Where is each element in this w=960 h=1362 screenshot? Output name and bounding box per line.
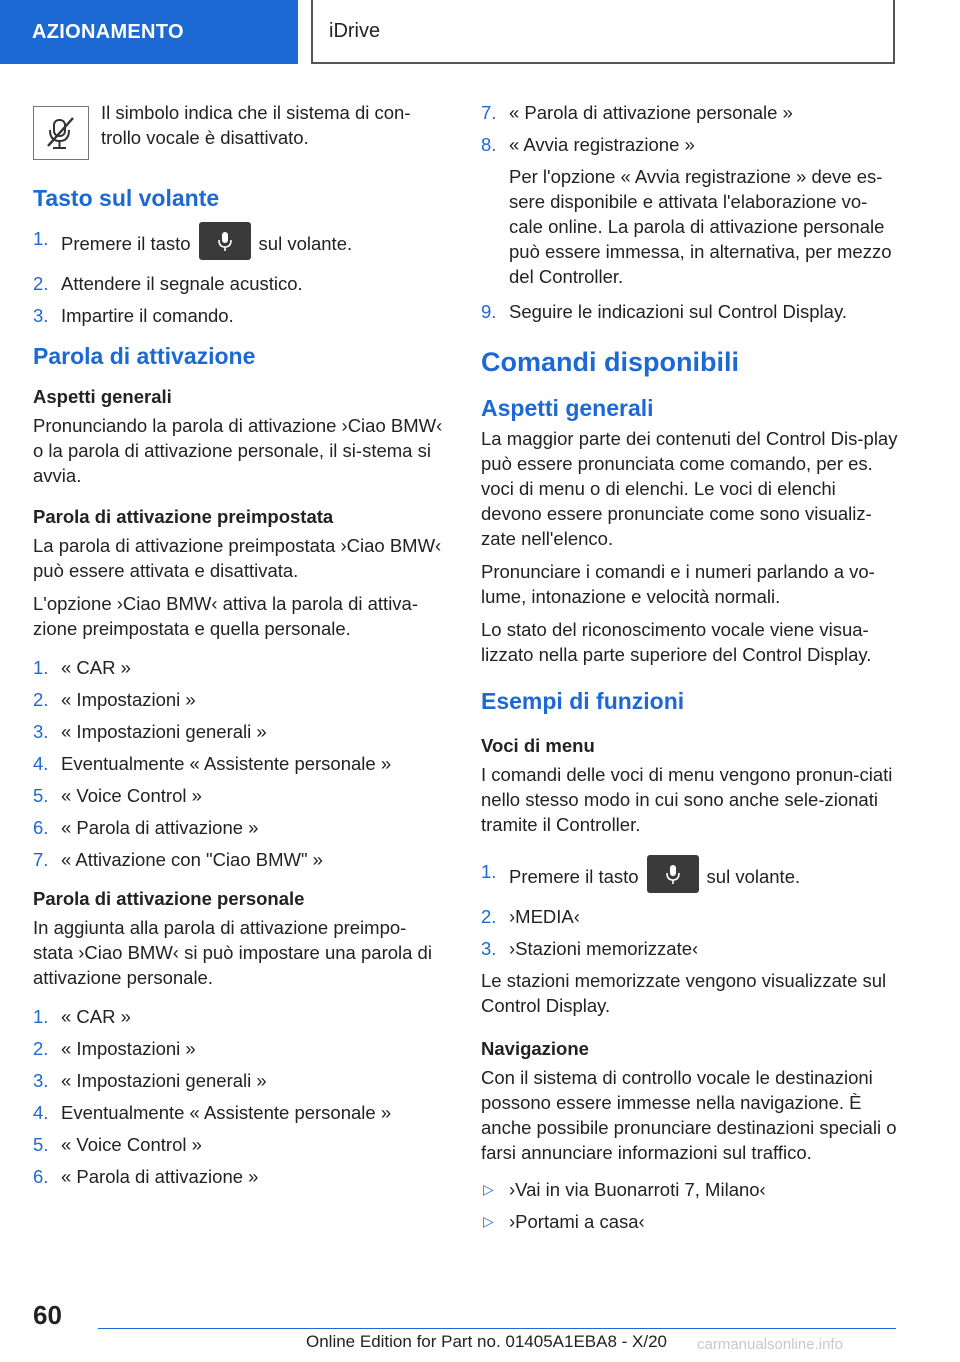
list-item — [481, 859, 901, 897]
step-text: Impartire il comando. — [61, 305, 234, 326]
step-text: Seguire le indicazioni sul Control Display. — [509, 301, 847, 322]
step-text: ›Stazioni memorizzate‹ — [509, 938, 699, 959]
step-number: 4. — [33, 753, 49, 774]
paragraph: L'opzione ›Ciao BMW‹ attiva la parola di attiva-zione preimpostata e quella personale. — [33, 593, 419, 639]
step-text: sul volante. — [258, 232, 353, 254]
triangle-bullet-icon: ▷ — [483, 1181, 494, 1197]
step-number: 2. — [33, 689, 49, 710]
step-text: sul volante. — [706, 865, 801, 887]
footer-edition: Online Edition for Part no. 01405A1EBA8 - X/20 — [306, 1332, 668, 1351]
heading-tasto-volante: Tasto sul volante — [33, 185, 220, 211]
list-item — [481, 100, 901, 125]
note-text: Il simbolo indica che il sistema di con-trollo vocale è disattivato. — [101, 102, 411, 148]
voice-disabled-note — [33, 100, 443, 160]
step-number: 6. — [33, 1166, 49, 1187]
step-number: 1. — [33, 228, 49, 249]
list-item — [33, 1004, 443, 1029]
personale-steps — [33, 1004, 443, 1189]
step-text: Eventualmente « Assistente personale » — [61, 753, 392, 774]
heading-comandi-disponibili: Comandi disponibili — [481, 347, 739, 377]
step-text: « Impostazioni generali » — [61, 1070, 267, 1091]
paragraph: Pronunciando la parola di attivazione ›Ciao BMW‹ o la parola di attivazione personale, il si-stema si avvia. — [33, 415, 443, 486]
step-text: « Parola di attivazione » — [61, 1166, 259, 1187]
paragraph: La maggior parte dei contenuti del Control Dis-play può essere pronunciata come comando, per es. voci di menu o di elenchi. Le voci di elenchi devono essere pronunciate come sono visualiz-zate nell'elenco. — [481, 428, 898, 549]
list-item — [33, 1036, 443, 1061]
section-tab: AZIONAMENTO — [0, 0, 298, 64]
paragraph: I comandi delle voci di menu vengono pronun-ciati nello stesso modo in cui sono anche sele-zionati tramite il Controller. — [481, 764, 893, 835]
step-text: « Attivazione con "Ciao BMW" » — [61, 849, 323, 870]
step-number: 5. — [33, 785, 49, 806]
list-item — [481, 904, 901, 929]
subheading-personale: Parola di attivazione personale — [33, 888, 305, 909]
list-item — [33, 751, 443, 776]
step-text: « Impostazioni generali » — [61, 721, 267, 742]
step-number: 2. — [33, 273, 49, 294]
subheading-voci-menu: Voci di menu — [481, 735, 595, 756]
voice-button-icon — [199, 222, 251, 260]
step-text: « Impostazioni » — [61, 689, 196, 710]
subheading-aspetti: Aspetti generali — [33, 386, 172, 407]
list-item — [33, 687, 443, 712]
footer-divider — [98, 1328, 896, 1329]
list-item — [33, 815, 443, 840]
tasto-steps — [33, 226, 443, 328]
step-text: « CAR » — [61, 1006, 131, 1027]
step-number: 1. — [481, 861, 497, 882]
step-number: 2. — [481, 906, 497, 927]
step-text: « Parola di attivazione » — [61, 817, 259, 838]
preimpostata-steps — [33, 655, 443, 872]
list-item — [33, 655, 443, 680]
step-number: 5. — [33, 1134, 49, 1155]
list-item — [481, 132, 901, 157]
list-item — [33, 271, 443, 296]
step-text: Premere il tasto — [61, 232, 191, 254]
list-item — [33, 303, 443, 328]
paragraph: Per l'opzione « Avvia registrazione » deve es-sere disponibile e attivata l'elaborazione vo-cale online. La parola di attivazione personale può essere immessa, in alternativa, per mezzo del Controller. — [509, 166, 892, 287]
heading-parola-attivazione: Parola di attivazione — [33, 343, 256, 369]
step-number: 6. — [33, 817, 49, 838]
voci-steps — [481, 859, 901, 961]
navigazione-examples — [481, 1177, 901, 1234]
list-item — [33, 847, 443, 872]
step-number: 4. — [33, 1102, 49, 1123]
subheading-navigazione: Navigazione — [481, 1038, 589, 1059]
page-number: 60 — [33, 1300, 62, 1330]
paragraph: Lo stato del riconoscimento vocale viene visua-lizzato nella parte superiore del Control Display. — [481, 619, 872, 665]
paragraph: Pronunciare i comandi e i numeri parlando a vo-lume, intonazione e velocità normali. — [481, 561, 875, 607]
voice-control-disabled-icon — [33, 106, 89, 160]
item-text: ›Portami a casa‹ — [509, 1211, 645, 1232]
list-item — [481, 936, 901, 961]
heading-esempi-funzioni: Esempi di funzioni — [481, 688, 685, 714]
list-item — [481, 1209, 901, 1234]
step-number: 3. — [33, 721, 49, 742]
step-text: « Avvia registrazione » — [509, 134, 695, 155]
step-text: « CAR » — [61, 657, 131, 678]
step-number: 8. — [481, 134, 497, 155]
left-column — [33, 100, 443, 1203]
step-number: 9. — [481, 301, 497, 322]
step-text: « Voice Control » — [61, 1134, 202, 1155]
list-item — [33, 1100, 443, 1125]
step-text: Eventualmente « Assistente personale » — [61, 1102, 392, 1123]
list-item — [33, 1164, 443, 1189]
step-number: 3. — [481, 938, 497, 959]
list-item — [33, 719, 443, 744]
personale-steps-continued — [481, 100, 901, 157]
item-text: ›Vai in via Buonarroti 7, Milano‹ — [509, 1179, 766, 1200]
step-number: 3. — [33, 305, 49, 326]
heading-aspetti-generali: Aspetti generali — [481, 395, 654, 421]
step-text: Premere il tasto — [509, 865, 639, 887]
paragraph: Le stazioni memorizzate vengono visualizzate sul Control Display. — [481, 970, 887, 1016]
paragraph: La parola di attivazione preimpostata ›Ciao BMW‹ può essere attivata e disattivata. — [33, 535, 442, 581]
step-number: 7. — [481, 102, 497, 123]
step-number: 2. — [33, 1038, 49, 1059]
step-text: « Voice Control » — [61, 785, 202, 806]
step-text: « Impostazioni » — [61, 1038, 196, 1059]
step-text: Attendere il segnale acustico. — [61, 273, 303, 294]
watermark: carmanualsonline.info — [697, 1336, 843, 1353]
triangle-bullet-icon: ▷ — [483, 1213, 494, 1229]
step-text: « Parola di attivazione personale » — [509, 102, 793, 123]
voice-button-icon — [647, 855, 699, 893]
list-item — [33, 226, 443, 264]
chapter-header: iDrive — [311, 0, 895, 64]
step-number: 7. — [33, 849, 49, 870]
step-number: 1. — [33, 657, 49, 678]
list-item — [33, 1068, 443, 1093]
list-item — [481, 299, 901, 324]
list-item — [33, 1132, 443, 1157]
list-item — [33, 783, 443, 808]
right-column — [481, 100, 901, 1248]
step-number: 1. — [33, 1006, 49, 1027]
paragraph: In aggiunta alla parola di attivazione preimpo-stata ›Ciao BMW‹ si può impostare una parola di attivazione personale. — [33, 917, 432, 988]
step-number: 3. — [33, 1070, 49, 1091]
step-text: ›MEDIA‹ — [509, 906, 580, 927]
subheading-preimpostata: Parola di attivazione preimpostata — [33, 506, 334, 527]
list-item — [481, 1177, 901, 1202]
step-nine — [481, 299, 901, 324]
paragraph: Con il sistema di controllo vocale le destinazioni possono essere immesse nella navigazione. È anche possibile pronunciare destinazioni speciali o farsi annunciare informazioni sul traffico. — [481, 1067, 897, 1163]
